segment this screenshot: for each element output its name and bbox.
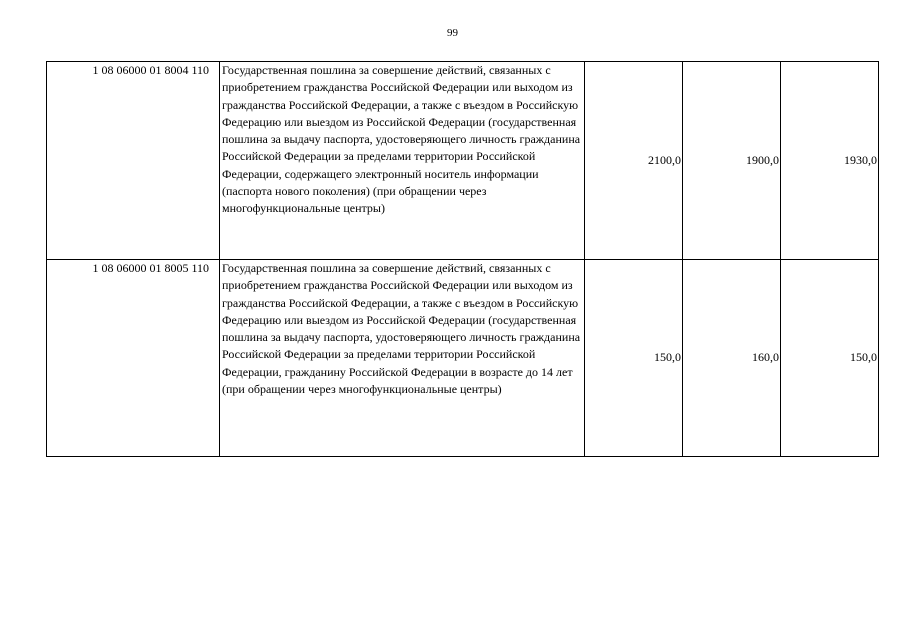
description-cell: Государственная пошлина за совершение действий, связанных с приобретением гражданства Российской Федерации или выходом из гражданства Российской Федерации, а также с въездом в Российскую Федерацию или выездом из Российской Федерации (государственная пошлина за выдачу паспорта, удостоверяющего личность гражданина Российской Федерации за пределами территории Российской Федерации, гражданину Российской Федерации в возрасте до 14 лет (при обращении через многофункциональные центры) xyxy=(220,260,585,457)
value-cell-3: 1930,0 xyxy=(781,62,879,260)
classification-code-cell: 1 08 06000 01 8005 110 xyxy=(47,260,220,457)
value-cell-2: 160,0 xyxy=(683,260,781,457)
classification-code-cell: 1 08 06000 01 8004 110 xyxy=(47,62,220,260)
value-cell-1: 150,0 xyxy=(585,260,683,457)
table-row xyxy=(47,260,879,457)
description-cell: Государственная пошлина за совершение действий, связанных с приобретением гражданства Российской Федерации или выходом из гражданства Российской Федерации, а также с въездом в Российскую Федерацию или выездом из Российской Федерации (государственная пошлина за выдачу паспорта, удостоверяющего личность гражданина Российской Федерации за пределами территории Российской Федерации, содержащего электронный носитель информации (паспорта нового поколения) (при обращении через многофункциональные центры) xyxy=(220,62,585,260)
value-cell-2: 1900,0 xyxy=(683,62,781,260)
budget-table xyxy=(46,61,879,457)
value-cell-3: 150,0 xyxy=(781,260,879,457)
page-number: 99 xyxy=(447,27,458,39)
value-cell-1: 2100,0 xyxy=(585,62,683,260)
table-row xyxy=(47,62,879,260)
